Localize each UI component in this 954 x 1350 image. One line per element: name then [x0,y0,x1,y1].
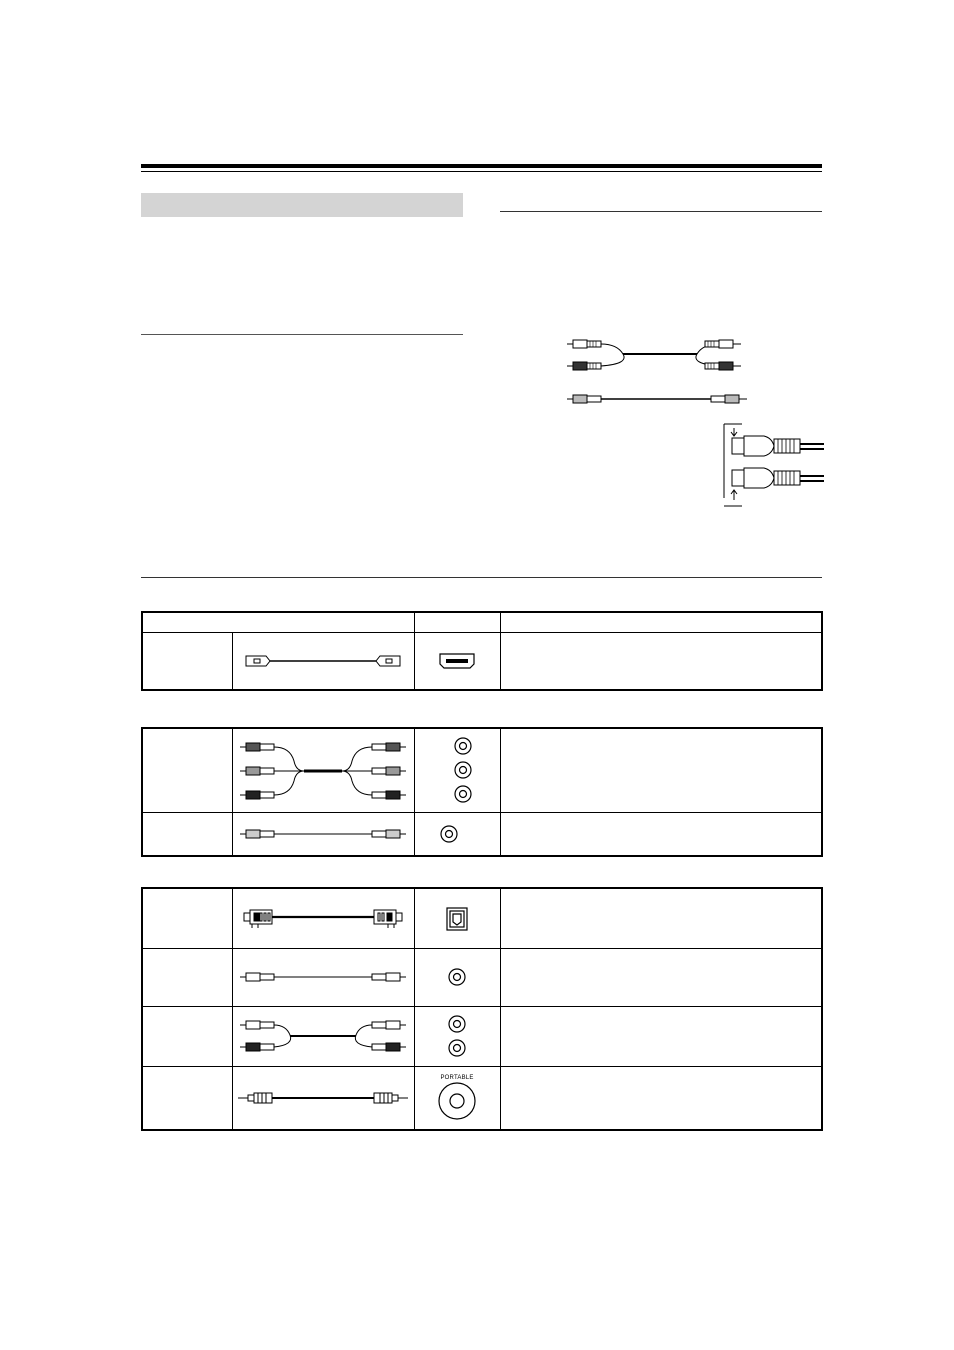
description-cell [500,632,822,690]
row-label-cell [142,1006,232,1066]
analog-audio-cable-icon [238,1015,408,1057]
jack-cell [414,948,500,1006]
table-row-hdmi [142,632,822,690]
component-video-cable-icon [238,737,408,803]
section-heading-band [141,193,463,217]
jack-cell [414,728,500,812]
jack-cell [414,632,500,690]
description-cell [500,1006,822,1066]
table-row-component-video [142,728,822,812]
table-row-portable [142,1066,822,1130]
jack-cell [414,1066,500,1130]
component-video-jacks-icon [437,734,477,806]
portable-jack-icon [435,1081,479,1121]
row-label-cell [142,888,232,948]
table-row-composite-video [142,812,822,856]
description-cell [500,812,822,856]
header-cell-description [500,612,822,632]
optical-cable-icon [238,906,408,930]
composite-video-jack-icon [437,820,477,848]
table-header-row [142,612,822,632]
cable-cell [232,948,414,1006]
single-rca-cable-icon [565,388,755,410]
cable-cell [232,888,414,948]
header-rule-thin [141,171,822,172]
section-rule-connections [141,577,822,578]
description-cell [500,888,822,948]
video-connection-table [141,727,823,857]
row-label-cell [142,948,232,1006]
rca-plug-insertion-icon [718,420,824,510]
coaxial-jack-icon [437,962,477,992]
table-row-analog-audio [142,1006,822,1066]
mini-plug-cable-icon [238,1088,408,1108]
jack-cell [414,812,500,856]
jack-cell [414,888,500,948]
cable-cell [232,728,414,812]
jack-cell [414,1006,500,1066]
cable-cell [232,632,414,690]
cable-cell [232,1066,414,1130]
optical-jack-icon [437,900,477,936]
cable-cell [232,812,414,856]
header-cell-jack [414,612,500,632]
row-label-cell [142,1066,232,1130]
hdmi-connection-table [141,611,823,691]
row-label-cell [142,728,232,812]
hdmi-cable-icon [238,651,408,671]
header-rule-thick [141,164,822,168]
subsection-rule-right [500,211,822,212]
portable-jack-label: PORTABLE [440,1074,474,1081]
header-cell-cable [142,612,414,632]
row-label-cell [142,812,232,856]
table-row-optical [142,888,822,948]
coaxial-cable-icon [238,967,408,987]
audio-connection-table [141,887,823,1131]
subsection-rule-left [141,334,463,335]
row-label-cell [142,632,232,690]
analog-audio-jacks-icon [437,1012,477,1060]
hdmi-jack-icon [437,651,477,671]
table-row-coaxial [142,948,822,1006]
composite-video-cable-icon [238,824,408,844]
description-cell [500,948,822,1006]
description-cell [500,728,822,812]
cable-cell [232,1006,414,1066]
description-cell [500,1066,822,1130]
